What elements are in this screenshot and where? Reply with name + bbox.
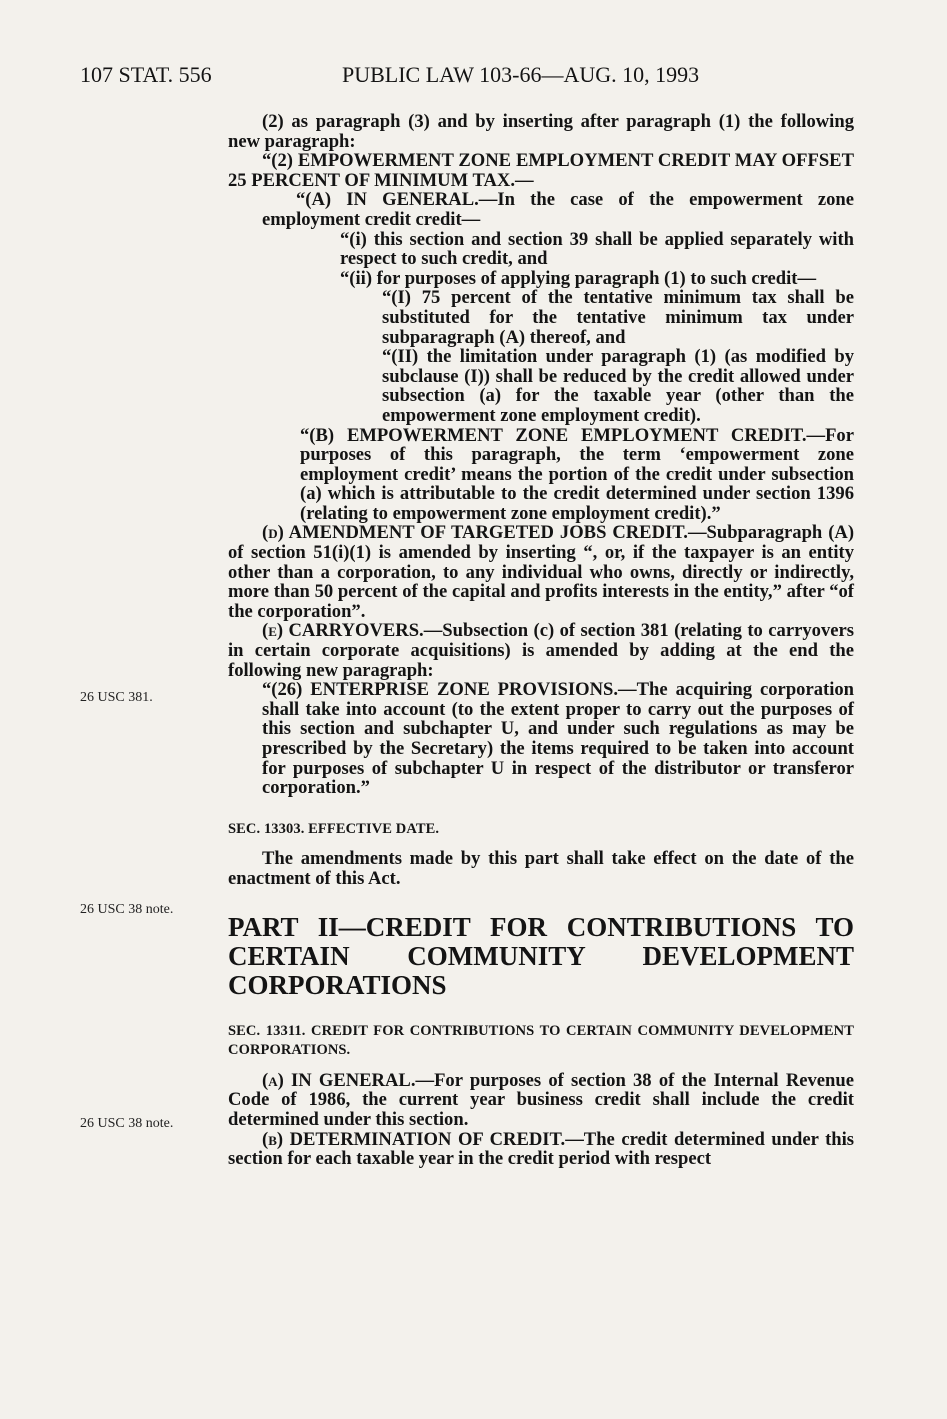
subsection-d-text: —Subparagraph (A) of section 51(i)(1) is amended by inserting “, or, if the taxpayer is an entity other than a corporation, to any individual who owns, directly or indirectly, more than 50 percent of the capital and profits interests in the entity,” after “of the corporation”. (228, 522, 855, 622)
subparagraph-a-text: —In the case of the empowerment zone employment credit credit— (262, 189, 854, 230)
section-13311-b (228, 1130, 854, 1169)
section-13311-b-heading: (b) DETERMINATION OF CREDIT. (262, 1128, 566, 1150)
subclause-ii-text: “(II) the limitation under paragraph (1) (as modified by subclause (I)) shall be reduced by the credit allowed under subsection (a) for the taxable year (other than the empowerment zone employment credit). (382, 346, 854, 426)
subparagraph-b-heading: “(B) EMPOWERMENT ZONE EMPLOYMENT CREDIT. (300, 424, 807, 446)
section-13303-text: The amendments made by this part shall take effect on the date of the enactment of this Act. (228, 848, 854, 889)
subclause-i (228, 288, 854, 347)
subsection-e-text: —Subsection (c) of section 381 (relating to carryovers in certain corporate acquisitions) is amended by adding at the end the following new paragraph: (228, 620, 854, 681)
section-13311-a (228, 1071, 854, 1130)
section-13311-b-text: —The credit determined under this section for each taxable year in the credit period with respect (228, 1128, 855, 1170)
section-13311-heading: SEC. 13311. CREDIT FOR CONTRIBUTIONS TO CERTAIN COMMUNITY DEVELOPMENT CORPORATIONS. (228, 1022, 854, 1059)
clause-i-text: “(i) this section and section 39 shall be applied separately with respect to such credit, and (340, 228, 854, 270)
statute-page-number: 107 STAT. 556 (80, 62, 212, 87)
subsection-d (228, 523, 854, 621)
subclause-ii (228, 347, 854, 425)
clause-ii (228, 269, 854, 289)
subsection-e (228, 621, 854, 680)
clause-ii-text: “(ii) for purposes of applying paragraph (1) to such credit— (340, 267, 817, 289)
heading-empowerment-credit-offset-text: “(2) EMPOWERMENT ZONE EMPLOYMENT CREDIT MAY OFFSET 25 PERCENT OF MINIMUM TAX.— (228, 150, 854, 191)
public-law-citation: PUBLIC LAW 103-66—AUG. 10, 1993 (342, 62, 700, 87)
paragraph-26-heading: “(26) ENTERPRISE ZONE PROVISIONS. (262, 679, 619, 701)
part-ii-title-text: PART II—CREDIT FOR CONTRIBUTIONS TO CERTAIN COMMUNITY DEVELOPMENT CORPORATIONS (228, 911, 854, 1000)
section-13311-a-text: —For purposes of section 38 of the Internal Revenue Code of 1986, the current year business credit shall include the credit determined under this section. (228, 1069, 854, 1130)
paragraph-26-text: —The acquiring corporation shall take into account (to the extent proper to carry out the purposes of this section and subchapter U, and under such regulations as may be prescribed by the Secretary) the items required to be taken into account for purposes of subchapter U in respect of the distributor or transferor corporation.” (262, 679, 854, 799)
section-13303-heading: SEC. 13303. EFFECTIVE DATE. (228, 820, 440, 837)
paragraph-26 (228, 680, 854, 798)
heading-empowerment-credit-offset (228, 151, 854, 190)
margin-note-usc-38-effective: 26 USC 38 note. (80, 902, 174, 917)
subsection-d-heading: (d) AMENDMENT OF TARGETED JOBS CREDIT. (262, 522, 688, 544)
subsection-e-heading: (e) CARRYOVERS. (262, 620, 424, 642)
subclause-i-text: “(I) 75 percent of the tentative minimum tax shall be substituted for the tentative minimum tax under subparagraph (A) thereof, and (382, 287, 854, 348)
document-body (228, 112, 854, 1169)
subparagraph-b-text: —For purposes of this paragraph, the term ‘empowerment zone employment credit’ means the portion of the credit under subsection (a) which is attributable to the credit determined under section 1396 (relating to empowerment zone employment credit).” (300, 424, 854, 524)
subparagraph-a-in-general (228, 190, 854, 229)
margin-note-usc-381: 26 USC 381. (80, 690, 153, 705)
subparagraph-a-heading: “(A) IN GENERAL. (296, 189, 479, 211)
part-ii-title (228, 913, 854, 1000)
clause-i (228, 230, 854, 269)
paragraph-redesignation: (2) as paragraph (3) and by inserting after paragraph (1) the following new paragraph: (228, 111, 854, 152)
margin-note-usc-38-credit: 26 USC 38 note. (80, 1116, 174, 1131)
subparagraph-b (228, 426, 854, 524)
section-13311-a-heading: (a) IN GENERAL. (262, 1069, 416, 1091)
